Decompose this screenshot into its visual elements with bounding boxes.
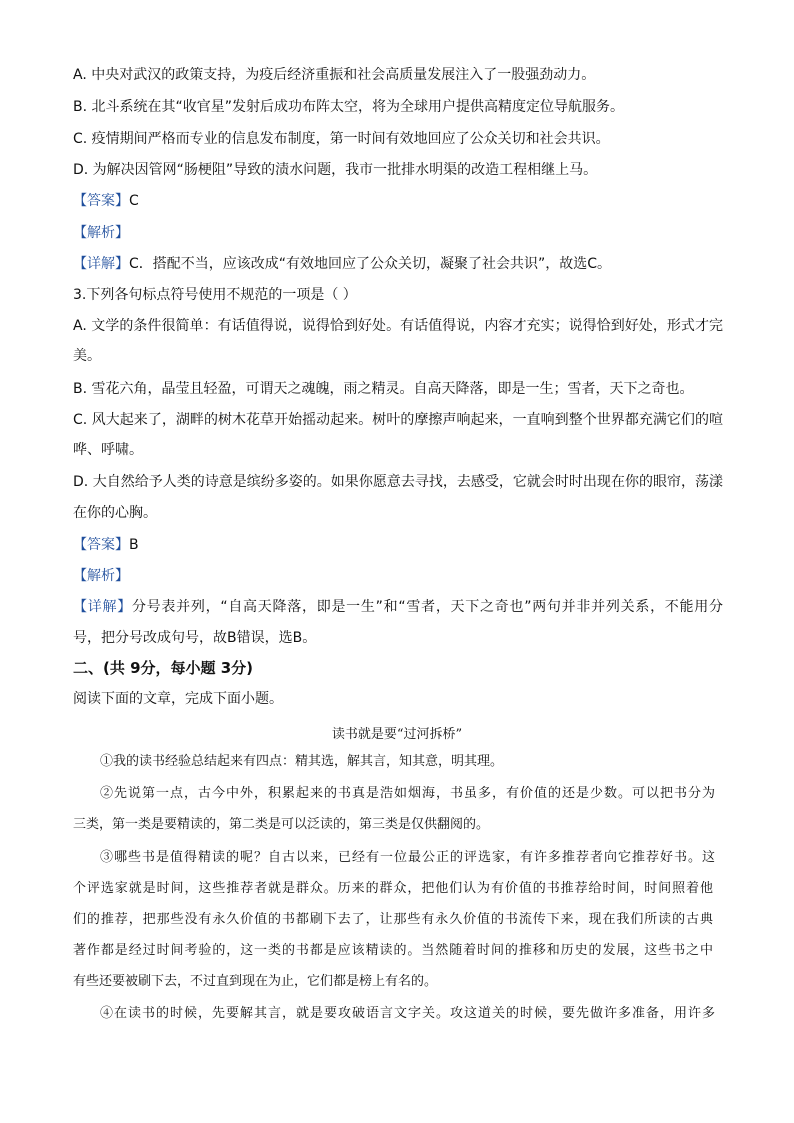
paragraph-2-line1: ②先说第一点，古今中外，积累起来的书真是浩如烟海，书虽多，有价值的还是少数。可以把书分为	[100, 786, 715, 801]
paragraph-4-line1: ④在读书的时候，先要解其言，就是要攻破语言文字关。攻这道关的时候，要先做许多准备，用许多	[100, 1006, 715, 1021]
section-heading: 二、(共 9分，每小题 3分)	[73, 659, 254, 677]
q2-option-d: D. 为解决因管网“肠梗阻”导致的渍水问题，我市一批排水明渠的改造工程相继上马。	[73, 162, 598, 178]
q3-option-d-line2: 在你的心胸。	[73, 505, 157, 521]
section-instruction: 阅读下面的文章，完成下面小题。	[73, 691, 283, 707]
q3-detail-line1	[73, 597, 723, 617]
q2-option-c: C. 疫情期间严格而专业的信息发布制度，第一时间有效地回应了公众关切和社会共识。	[73, 131, 610, 147]
q2-answer-line	[73, 191, 139, 211]
detail-tag: 【详解】	[73, 599, 132, 615]
q3-option-a-line2: 美。	[73, 348, 101, 364]
q3-stem: 3.下列各句标点符号使用不规范的一项是（ ）	[73, 287, 357, 303]
paragraph-3-line4: 著作都是经过时间考验的，这一类的书都是应该精读的。当然随着时间的推移和历史的发展，这些书之中	[73, 943, 713, 958]
q3-answer-line	[73, 535, 139, 555]
q2-analysis-tag: 【解析】	[73, 225, 129, 241]
detail-text: C．搭配不当，应该改成“有效地回应了公众关切，凝聚了社会共识”，故选C。	[129, 256, 612, 272]
q2-option-b: B. 北斗系统在其“收官星”发射后成功布阵太空，将为全球用户提供高精度定位导航服务。	[73, 99, 625, 115]
paragraph-1: ①我的读书经验总结起来有四点：精其选，解其言，知其意，明其理。	[100, 754, 504, 769]
q3-option-d-line1: D. 大自然给予人类的诗意是缤纷多姿的。如果你愿意去寻找，去感受，它就会时时出现在你的眼帘，荡漾	[73, 474, 723, 490]
detail-text: 分号表并列，“自高天降落，即是一生”和“雪者，天下之奇也”两句并非并列关系，不能用分	[131, 599, 723, 615]
paragraph-3-line3: 们的推荐，把那些没有永久价值的书都刷下去了，让那些有永久价值的书流传下来，现在我们所读的古典	[73, 912, 713, 927]
answer-value: B	[129, 537, 139, 553]
q3-option-a-line1: A. 文学的条件很简单：有话值得说，说得恰到好处。有话值得说，内容才充实；说得恰到好处，形式才完	[73, 318, 723, 334]
q2-detail-line	[73, 254, 611, 274]
answer-tag: 【答案】	[73, 193, 129, 209]
detail-tag: 【详解】	[73, 256, 129, 272]
q3-option-c-line1: C. 风大起来了，湖畔的树木花草开始摇动起来。树叶的摩擦声响起来，一直响到整个世界都充满它们的喧	[73, 412, 723, 428]
paragraph-2-line2: 三类，第一类是要精读的，第二类是可以泛读的，第三类是仅供翻阅的。	[73, 817, 490, 832]
q3-option-b: B. 雪花六角，晶莹且轻盈，可谓天之魂魄，雨之精灵。自高天降落，即是一生；雪者，天下之奇也。	[73, 381, 694, 397]
answer-tag: 【答案】	[73, 537, 129, 553]
article-title: 读书就是要“过河拆桥”	[331, 727, 463, 742]
answer-value: C	[129, 193, 139, 209]
q3-option-c-line2: 哗、呼啸。	[73, 442, 143, 458]
q2-option-a: A. 中央对武汉的政策支持，为疫后经济重振和社会高质量发展注入了一股强劲动力。	[73, 67, 596, 83]
paragraph-3-line1: ③哪些书是值得精读的呢？自古以来，已经有一位最公正的评选家，有许多推荐者向它推荐好书。这	[100, 850, 715, 865]
q3-detail-line2: 号，把分号改成句号，故B错误，选B。	[73, 630, 317, 646]
paragraph-3-line2: 个评选家就是时间，这些推荐者就是群众。历来的群众，把他们认为有价值的书推荐给时间，时间照着他	[73, 881, 713, 896]
paragraph-3-line5: 有些还要被刷下去，不过直到现在为止，它们都是榜上有名的。	[73, 974, 438, 989]
q3-analysis-tag: 【解析】	[73, 568, 129, 584]
